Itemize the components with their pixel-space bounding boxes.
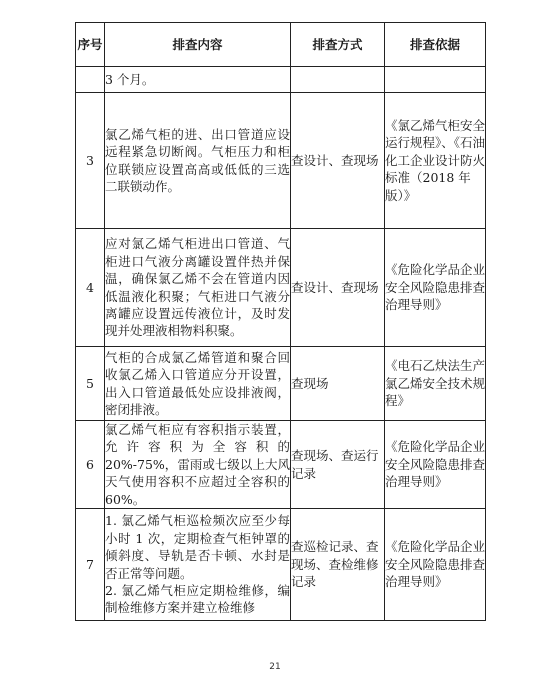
row-no: 5 <box>76 347 105 421</box>
row-method: 查现场 <box>291 347 385 421</box>
row-basis: 《危险化学品企业安全风险隐患排查治理导则》 <box>385 421 486 509</box>
header-no: 序号 <box>76 23 105 67</box>
row-no: 4 <box>76 229 105 347</box>
row-basis: 《电石乙炔法生产氯乙烯安全技术规程》 <box>385 347 486 421</box>
row-no: 3 <box>76 93 105 229</box>
table-row <box>76 93 486 229</box>
row-method: 查设计、查现场 <box>291 229 385 347</box>
page-number: 21 <box>269 662 281 672</box>
row-content <box>105 509 291 621</box>
table-row <box>76 421 486 509</box>
header-basis: 排查依据 <box>385 23 486 67</box>
row-content: 氯乙烯气柜的进、出口管道应设远程紧急切断阀。气柜压力和柜位联锁应设置高高或低低的三选二联锁动作。 <box>105 93 291 229</box>
row-method: 查巡检记录、查现场、查检维修记录 <box>291 509 385 621</box>
row-basis: 《危险化学品企业安全风险隐患排查治理导则》 <box>385 229 486 347</box>
table-row <box>76 347 486 421</box>
row-no: 6 <box>76 421 105 509</box>
row-content: 应对氯乙烯气柜进出口管道、气柜进口气液分离罐设置伴热并保温，确保氯乙烯不会在管道内因低温液化积聚；气柜进口气液分离罐应设置远传液位计，及时发现并处理液相物料积聚。 <box>105 229 291 347</box>
table-row <box>76 509 486 621</box>
table-header-row <box>76 23 486 67</box>
header-content: 排查内容 <box>105 23 291 67</box>
content-item: 2. 氯乙烯气柜应定期检维修，编制检维修方案并建立检维修 <box>105 582 290 616</box>
row-content: 气柜的合成氯乙烯管道和聚合回收氯乙烯入口管道应分开设置，出入口管道最低处应设排液阀，密闭排液。 <box>105 347 291 421</box>
row-no <box>76 67 105 93</box>
row-method: 查现场、查运行记录 <box>291 421 385 509</box>
row-content: 氯乙烯气柜应有容积指示装置，允许容积为全容积的 20%-75%，雷雨或七级以上大风天气使用容积不应超过全容积的 60%。 <box>105 422 290 507</box>
row-no: 7 <box>76 509 105 621</box>
row-basis: 《氯乙烯气柜安全运行规程》、《石油化工企业设计防火标准（2018 年版）》 <box>385 93 486 229</box>
table-row <box>76 67 486 93</box>
row-method <box>291 67 385 93</box>
row-content: 3 个月。 <box>105 67 291 93</box>
row-basis <box>385 67 486 93</box>
content-item: 1. 氯乙烯气柜巡检频次应至少每小时 1 次，定期检查气柜钟罩的倾斜度、导轨是否卡顿、水封是否正常等问题。 <box>105 513 290 581</box>
row-basis: 《危险化学品企业安全风险隐患排查治理导则》 <box>385 509 486 621</box>
header-method: 排查方式 <box>291 23 385 67</box>
table-row <box>76 229 486 347</box>
inspection-table <box>75 22 486 621</box>
row-method: 查设计、查现场 <box>291 93 385 229</box>
